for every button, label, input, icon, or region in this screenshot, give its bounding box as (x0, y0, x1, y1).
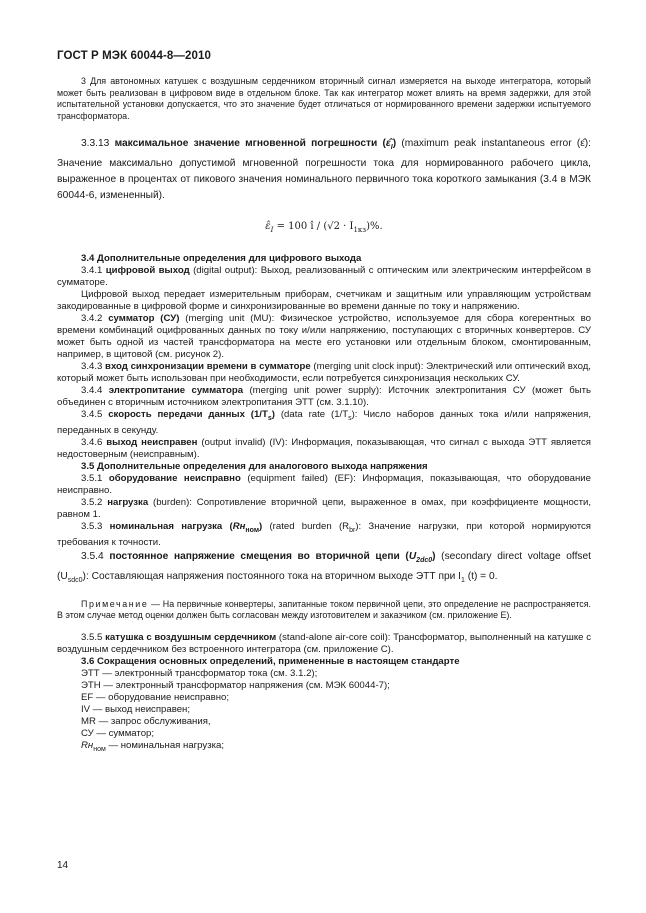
term-3-4-3: 3.4.3 вход синхронизации времени в сумматоре (merging unit clock input): Электрический или оптический вход, который может быть использован при необходимости, если потребуется синхронизация нескольких СУ. (57, 361, 591, 385)
section-3-5-heading: 3.5 Дополнительные определения для аналогового выхода напряжения (81, 460, 428, 472)
term-3-5-3: 3.5.3 номинальная нагрузка $(Rн_{ном})$ (rated burden $(R_{br})$: Значение нагрузки, при которой нормируются требования к точности. (57, 520, 591, 548)
term-3-4-1-text: Цифровой выход передает измерительным приборам, счетчикам и защитным или управляющим устройствам закодированные в цифровой форме и синхронизированные во времени данные по току и напряжению. (57, 289, 591, 313)
term-3-4-2: 3.4.2 сумматор (СУ) (merging unit (MU): Физическое устройство, используемое для сбора когерентных во времени комбинаций оцифрованных данных по току и/или напряжению, поступающих с вторичных конвертеров. СУ может быть одной из частей трансформатора на месте его установки или отдельным блоком, смонтированным, например, в щитовой (см. рисунок 2). (57, 313, 591, 361)
abbr-item-rated-burden: $Rн_{ном}$ — номинальная нагрузка; (81, 739, 224, 753)
note-3: 3 Для автономных катушек с воздушным сердечником вторичный сигнал измеряется на выходе интегратора, который может быть реализован в цифровом виде в отдельном блоке. Так как интегратор может влиять на время задержки, для этой испытательной установки допускается, что это значение будет отличаться от нормированного времени задержки испытуемого трансформатора. (57, 76, 591, 121)
abbr-item: IV — выход неисправен; (81, 703, 191, 715)
term-3-4-6: 3.4.6 выход неисправен (output invalid) (IV): Информация, показывающая, что сигнал с выхода ЭТТ является недостоверным (неисправным). (57, 436, 591, 460)
abbr-item: EF — оборудование неисправно; (81, 691, 230, 703)
page-body (57, 76, 591, 756)
section-3-6-heading: 3.6 Сокращения основных определений, примененные в настоящем стандарте (81, 655, 460, 667)
abbr-item: ЭТН — электронный трансформатор напряжения (см. МЭК 60044-7); (81, 679, 390, 691)
abbr-item: MR — запрос обслуживания, (81, 715, 211, 727)
term-3-3-13: 3.3.13 максимальное значение мгновенной погрешности $(\varepsilon̂_I)$ (maximum peak instantaneous error (ε̂): Значение максимально допустимой мгновенной погрешности тока для нормированного рабочего цикла, выраженное в процентах от пикового значения номинального первичного тока короткого замыкания (3.4 в МЭК 60044-6, измененный). (57, 138, 591, 202)
term-3-4-5: 3.4.5 скорость передачи данных $(1/T_s)$ (data rate $(1/T_s)$: Число наборов данных тока и/или напряжения, переданных в секунду. (57, 409, 591, 436)
page-number: 14 (57, 860, 69, 871)
term-3-5-5: 3.5.5 катушка с воздушным сердечником (stand-alone air-core coil): Трансформатор, выполненный на катушке с воздушным сердечником без встроенного интегратора (см. приложение С). (57, 631, 591, 655)
error-formula: $\varepsilon̂_I = 100$ î / $(√2 \cdot I_{1кз})\%$. (265, 221, 383, 235)
term-3-5-1: 3.5.1 оборудование неисправно (equipment failed) (EF): Информация, показывающая, что оборудование неисправно. (57, 472, 591, 496)
section-3-4-heading: 3.4 Дополнительные определения для цифрового выхода (81, 253, 362, 265)
note-primary-converters: Примечание — На первичные конвертеры, запитанные током первичной цепи, это определение не распространяется. В этом случае метод оценки должен быть согласован между изготовителем и заказчиком (см. приложение Е). (57, 598, 591, 621)
abbr-item: СУ — сумматор; (81, 727, 155, 739)
abbr-item: ЭТТ — электронный трансформатор тока (см. 3.1.2); (81, 667, 318, 679)
term-3-4-1: 3.4.1 цифровой выход (digital output): Выход, реализованный с оптическим или электрическим интерфейсом в сумматоре. (57, 265, 591, 289)
standard-header: ГОСТ Р МЭК 60044-8—2010 (57, 50, 211, 62)
term-3-5-2: 3.5.2 нагрузка (burden): Сопротивление вторичной цепи, выраженное в омах, при коэффициенте мощности, равном 1. (57, 496, 591, 520)
term-3-4-4: 3.4.4 электропитание сумматора (merging unit power supply): Источник электропитания СУ (может быть объединен с вторичным источником электропитания ЭТТ (см. 3.1.10). (57, 385, 591, 409)
term-3-5-4: 3.5.4 постоянное напряжение смещения во вторичной цепи $(U_{2dc0})$ (secondary direct voltage offset $(U_{sdc0})$: Составляющая напряжения постоянного тока на вторичном выходе ЭТТ при $I_1$ (t) = 0. (57, 550, 591, 584)
